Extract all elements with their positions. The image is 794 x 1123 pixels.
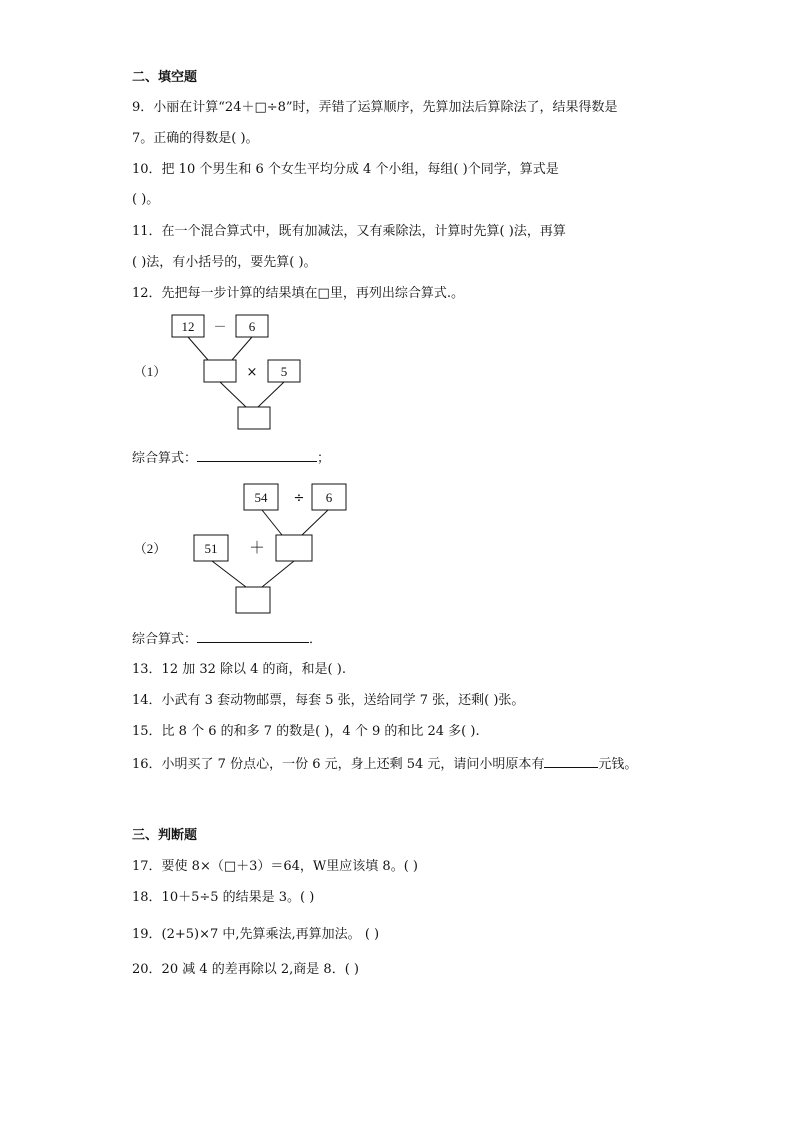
p1-operator-2: × (246, 365, 258, 380)
p1-operator-1: － (213, 320, 227, 335)
question-13: 13．12 加 32 除以 4 的商，和是( ). (132, 662, 346, 677)
question-10-line-1: 10．把 10 个男生和 6 个女生平均分成 4 个小组，每组( )个同学，算式是 (132, 162, 559, 177)
p2-value-c: 51 (204, 541, 218, 556)
p2-answer-line (132, 630, 322, 648)
p1-answer-blank[interactable] (197, 449, 317, 462)
p1-answer-line (132, 449, 330, 467)
p2-answer-label: 综合算式： (132, 632, 198, 647)
question-18: 18．10＋5÷5 的结果是 3。( ) (132, 890, 315, 905)
question-16 (132, 755, 637, 773)
question-20: 20．20 减 4 的差再除以 2,商是 8．( ) (132, 962, 359, 977)
p2-answer-end: ． (309, 632, 323, 647)
p1-answer-box-1[interactable] (204, 360, 236, 382)
p1-value-c: 5 (280, 364, 288, 379)
p2-answer-box-1[interactable] (276, 535, 312, 561)
question-17: 17．要使 8×（□＋3）＝64，W里应该填 8。( ) (132, 859, 418, 874)
question-14: 14．小武有 3 套动物邮票，每套 5 张，送给同学 7 张，还剩( )张。 (132, 693, 525, 708)
question-10-line-2: ( )。 (132, 192, 160, 207)
question-11-line-1: 11．在一个混合算式中，既有加减法，又有乘除法，计算时先算( )法，再算 (132, 224, 566, 239)
question-9-line-1: 9．小丽在计算“24＋□÷8”时，弄错了运算顺序，先算加法后算除法了，结果得数是 (132, 100, 618, 115)
section-title-fill-in: 二、填空题 (132, 70, 198, 85)
p2-value-a: 54 (254, 490, 268, 505)
p1-value-a: 12 (181, 319, 195, 334)
p1-answer-box-2[interactable] (238, 407, 270, 429)
question-15: 15．比 8 个 6 的和多 7 的数是( )，4 个 9 的和比 24 多( ). (132, 724, 480, 739)
p1-label: （1） (133, 364, 167, 379)
p2-value-b: 6 (325, 490, 333, 505)
section-title-judgement: 三、判断题 (132, 828, 198, 843)
question-16-end: 元钱。 (598, 757, 638, 772)
p2-operator-2: ＋ (248, 538, 266, 557)
question-16-blank[interactable] (544, 755, 598, 768)
p2-label: （2） (133, 541, 167, 556)
p2-answer-box-2[interactable] (236, 587, 270, 613)
p2-operator-1: ÷ (293, 491, 305, 506)
question-12-text: 12．先把每一步计算的结果填在□里，再列出综合算式.。 (132, 286, 464, 301)
p1-answer-end: ； (317, 451, 331, 466)
question-11-line-2: ( )法，有小括号的，要先算( )。 (132, 255, 317, 270)
p1-answer-label: 综合算式： (132, 451, 198, 466)
question-9-line-2: 7。正确的得数是( )。 (132, 131, 259, 146)
question-16-text: 16．小明买了 7 份点心，一份 6 元，身上还剩 54 元，请问小明原本有 (132, 757, 545, 772)
p1-value-b: 6 (248, 319, 256, 334)
question-19: 19．(2+5)×7 中,先算乘法,再算加法。 ( ) (132, 927, 380, 942)
p2-answer-blank[interactable] (197, 630, 309, 643)
